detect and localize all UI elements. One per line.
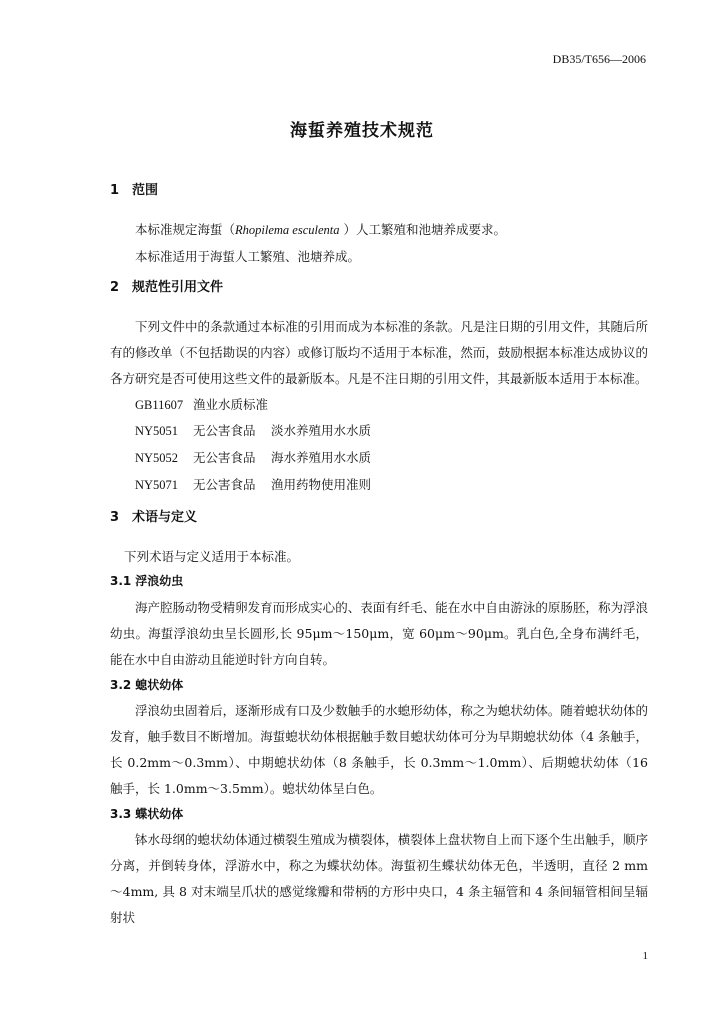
term-list bbox=[110, 569, 648, 930]
reference-item bbox=[110, 445, 648, 472]
term-heading bbox=[110, 569, 648, 595]
latin-name: Rhopilema esculenta bbox=[235, 222, 340, 237]
reference-category: 无公害食品 bbox=[193, 423, 256, 439]
document-body bbox=[110, 178, 648, 931]
section-title: 术语与定义 bbox=[132, 509, 198, 525]
term-heading bbox=[110, 802, 648, 828]
reference-name: 渔用药物使用准则 bbox=[271, 476, 372, 492]
standard-code: DB35/T656—2006 bbox=[552, 52, 646, 66]
term-definition: 钵水母纲的螅状幼体通过横裂生殖成为横裂体，横裂体上盘状物自上而下逐个生出触手，顺序分离，并倒转身体，浮游水中，称之为蝶状幼体。海蜇初生蝶状幼体无色，半透明，直径 2 mm～4mm, 具 8 对末端呈爪状的感觉缘瓣和带柄的方形中央口，4 条主辐管和 4 条间辐管相间呈辐射状 bbox=[110, 832, 648, 925]
reference-item bbox=[110, 418, 648, 445]
reference-item bbox=[110, 472, 648, 499]
section-3-intro: 下列术语与定义适用于本标准。 bbox=[124, 548, 300, 564]
reference-name: 淡水养殖用水水质 bbox=[271, 423, 372, 439]
text-run: ）人工繁殖和池塘养成要求。 bbox=[339, 221, 506, 237]
term-number: 3.1 bbox=[110, 574, 132, 589]
term-title: 蝶状幼体 bbox=[135, 806, 184, 821]
page-number: 1 bbox=[642, 950, 648, 962]
section-title: 规范性引用文件 bbox=[132, 280, 224, 296]
section-title: 范围 bbox=[132, 183, 159, 198]
text-run: 本标准规定海蜇（ bbox=[135, 221, 236, 237]
reference-item bbox=[110, 392, 648, 419]
term-definition: 浮浪幼虫固着后，逐渐形成有口及少数触手的水螅形幼体，称之为螅状幼体。随着螅状幼体的发育，触手数目不断增加。海蜇螅状幼体根据触手数目螅状幼体可分为早期螅状幼体（4 条触手，长 0.2mm～0.3mm）、中期螅状幼体（8 条触手，长 0.3mm～1.0mm）、后期螅状幼体（16 触手，长 1.0mm～3.5mm）。螅状幼体呈白色。 bbox=[110, 703, 648, 796]
term-title: 螅状幼体 bbox=[135, 677, 184, 692]
reference-list bbox=[110, 392, 648, 499]
section-number: 1 bbox=[110, 183, 120, 198]
reference-name: 海水养殖用水水质 bbox=[271, 450, 372, 466]
section-1-paragraph-1 bbox=[110, 217, 648, 244]
reference-code: GB11607 bbox=[135, 397, 184, 412]
section-1-paragraph-2: 本标准适用于海蜇人工繁殖、池塘养成。 bbox=[135, 248, 361, 264]
section-3-heading bbox=[110, 505, 648, 531]
reference-category: 无公害食品 bbox=[193, 450, 256, 466]
reference-code: NY5071 bbox=[135, 477, 179, 492]
term-heading bbox=[110, 673, 648, 699]
document-title: 海蜇养殖技术规范 bbox=[290, 121, 434, 141]
term-number: 3.2 bbox=[110, 677, 132, 692]
reference-category: 无公害食品 bbox=[193, 476, 256, 492]
section-2-paragraph: 下列文件中的条款通过本标准的引用而成为本标准的条款。凡是注日期的引用文件，其随后所有的修改单（不包括勘误的内容）或修订版均不适用于本标准，然而，鼓励根据本标准达成协议的各方研究是否可使用这些文件的最新版本。凡是不注日期的引用文件，其最新版本适用于本标准。 bbox=[110, 319, 648, 386]
reference-code: NY5052 bbox=[135, 451, 179, 466]
term-title: 浮浪幼虫 bbox=[135, 574, 184, 589]
section-1-heading bbox=[110, 178, 648, 204]
section-2-heading bbox=[110, 275, 648, 301]
reference-code: NY5051 bbox=[135, 424, 179, 439]
term-definition: 海产腔肠动物受精卵发育而形成实心的、表面有纤毛、能在水中自由游泳的原肠胚，称为浮浪幼虫。海蜇浮浪幼虫呈长圆形,长 95μm～150μm，宽 60μm～90μm。乳白色,全身布满纤毛，能在水中自由游动且能逆时针方向自转。 bbox=[110, 600, 648, 667]
section-number: 2 bbox=[110, 280, 120, 296]
reference-name: 渔业水质标准 bbox=[193, 396, 269, 412]
term-number: 3.3 bbox=[110, 806, 132, 821]
section-number: 3 bbox=[110, 509, 120, 525]
